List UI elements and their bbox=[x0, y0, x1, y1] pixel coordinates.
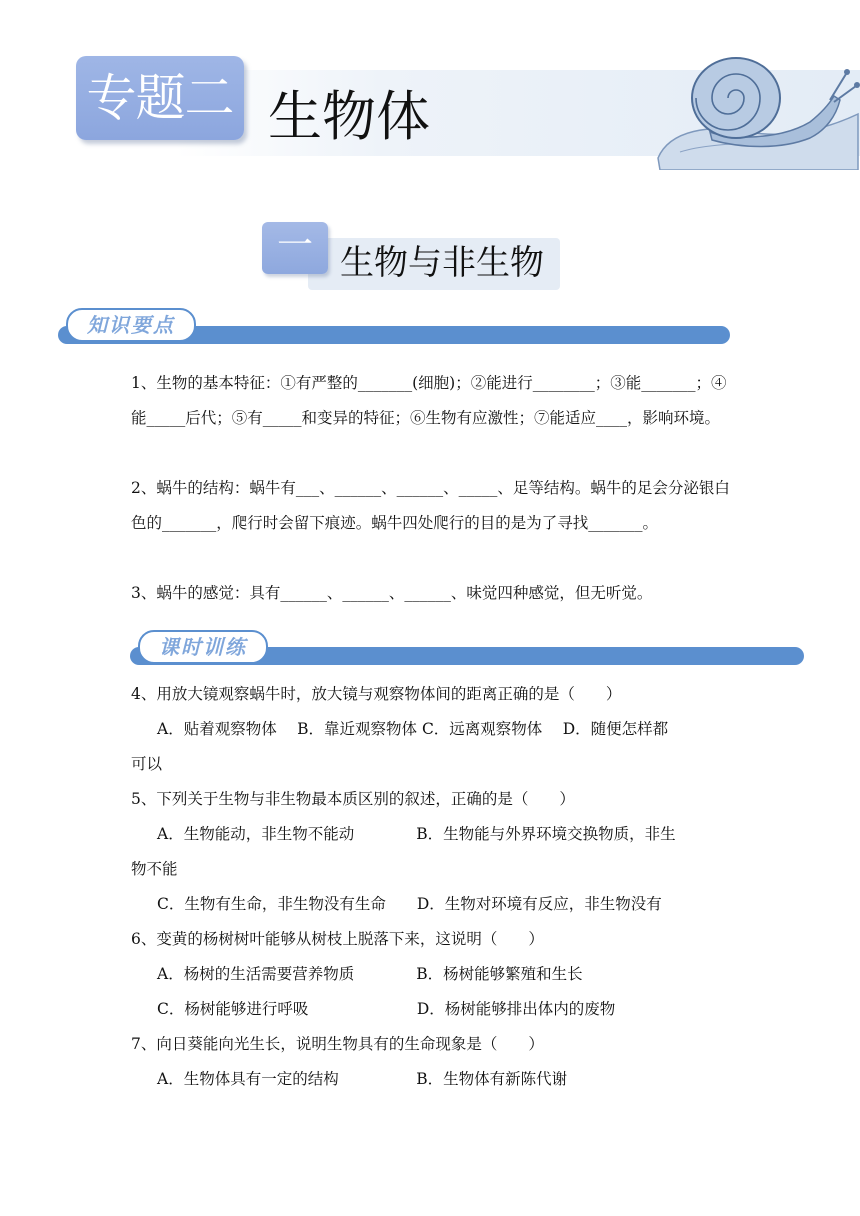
question-7-stem: 7、向日葵能向光生长，说明生物具有的生命现象是（ ） bbox=[131, 1035, 544, 1053]
section-title: 生物与非生物 bbox=[340, 243, 544, 283]
question-7-options-ab: A．生物体具有一定的结构 B．生物体有新陈代谢 bbox=[157, 1070, 568, 1088]
question-4-wrap: 可以 bbox=[131, 755, 163, 773]
question-5-stem: 5、下列关于生物与非生物最本质区别的叙述，正确的是（ ） bbox=[131, 790, 575, 808]
question-4-stem: 4、用放大镜观察蜗牛时，放大镜与观察物体间的距离正确的是（ ） bbox=[131, 685, 622, 703]
question-5-wrap: 物不能 bbox=[131, 860, 178, 878]
question-5-options-cd: C．生物有生命，非生物没有生命 D．生物对环境有反应，非生物没有 bbox=[157, 895, 662, 913]
question-6-options-cd: C．杨树能够进行呼吸 D．杨树能够排出体内的废物 bbox=[157, 1000, 616, 1018]
knowledge-item-1: 1、生物的基本特征：①有严整的_______(细胞)；②能进行________；③能_______；④能_____后代；⑤有_____和变异的特征；⑥生物有应激性；⑦能适应____，影响环境。 bbox=[131, 374, 727, 427]
page-title: 生物体 bbox=[268, 85, 430, 148]
exercises-tag: 课时训练 bbox=[138, 630, 268, 664]
question-4-options: A．贴着观察物体 B．靠近观察物体 C．远离观察物体 D．随便怎样都 bbox=[157, 720, 669, 738]
section-number: 一 bbox=[262, 222, 328, 274]
question-6-options-ab: A．杨树的生活需要营养物质 B．杨树能够繁殖和生长 bbox=[157, 965, 583, 983]
question-6-stem: 6、变黄的杨树树叶能够从树枝上脱落下来，这说明（ ） bbox=[131, 930, 544, 948]
topic-label: 专题二 bbox=[76, 56, 244, 140]
knowledge-tag: 知识要点 bbox=[66, 308, 196, 342]
snail-illustration bbox=[650, 40, 860, 170]
knowledge-item-3: 3、蜗牛的感觉：具有______、______、______、味觉四种感觉，但无听觉。 bbox=[131, 584, 653, 602]
knowledge-item-2: 2、蜗牛的结构：蜗牛有___、______、______、_____、足等结构。蜗牛的足会分泌银白色的_______，爬行时会留下痕迹。蜗牛四处爬行的目的是为了寻找_______。 bbox=[131, 479, 730, 532]
question-5-options-ab: A．生物能动，非生物不能动 B．生物能与外界环境交换物质，非生 bbox=[157, 825, 676, 843]
